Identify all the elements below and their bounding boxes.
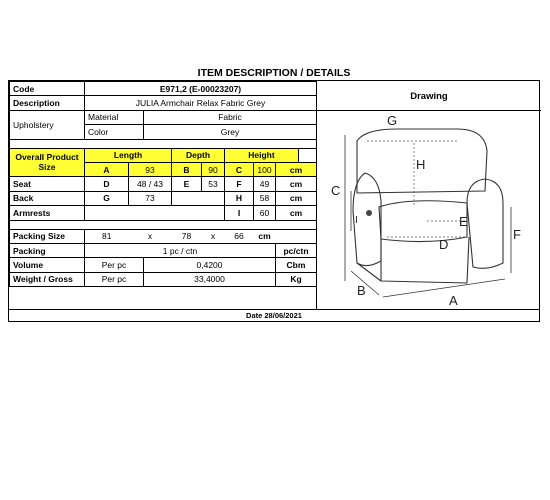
description-value: JULIA Armchair Relax Fabric Grey — [85, 96, 317, 110]
document-date: Date 28/06/2021 — [9, 309, 539, 322]
length-header: Length — [85, 148, 172, 162]
dim-e-letter: E — [172, 177, 202, 191]
size-header-row — [10, 148, 322, 162]
back-row — [10, 191, 322, 205]
armrests-row — [10, 206, 322, 220]
seat-cushion-outline — [379, 201, 467, 242]
dim-h-letter: H — [225, 191, 254, 205]
armrests-label: Armrests — [10, 206, 85, 220]
dim-i-letter: I — [225, 206, 254, 220]
dim-c-value: 100 — [254, 162, 276, 176]
dim-i-unit: cm — [276, 206, 317, 220]
packing-x1: x — [129, 229, 172, 243]
dim-i-label: I — [355, 215, 358, 226]
weight-value: 33,4000 — [144, 272, 276, 286]
dim-h-value: 58 — [254, 191, 276, 205]
dim-i-value: 60 — [254, 206, 276, 220]
dim-h-unit: cm — [276, 191, 317, 205]
dim-c-label: C — [331, 183, 341, 198]
document-title: ITEM DESCRIPTION / DETAILS — [197, 67, 351, 79]
color-value: Grey — [144, 125, 317, 139]
spacer-row — [10, 139, 322, 148]
dim-c-unit: cm — [276, 162, 317, 176]
volume-value: 0,4200 — [144, 258, 276, 272]
weight-row — [10, 272, 322, 286]
weight-label: Weight / Gross — [10, 272, 85, 286]
packing-length: 81 — [85, 229, 129, 243]
dim-g-letter: G — [85, 191, 129, 205]
weight-per: Per pc — [85, 272, 144, 286]
dim-b-letter: B — [172, 162, 202, 176]
description-label: Description — [10, 96, 85, 110]
volume-unit: Cbm — [276, 258, 317, 272]
packing-row — [10, 243, 322, 257]
spacer-row-2 — [10, 220, 322, 229]
drawing-heading: Drawing — [317, 81, 541, 111]
dim-h-label: H — [416, 157, 426, 172]
code-row — [10, 82, 322, 96]
depth-header: Depth — [172, 148, 225, 162]
dim-a-value: 93 — [129, 162, 172, 176]
base-front-outline — [381, 237, 469, 283]
material-value: Fabric — [144, 110, 317, 124]
dim-e-label: E — [459, 214, 468, 229]
upholstery-label: Upholstery — [10, 110, 85, 139]
dim-f-value: 49 — [254, 177, 276, 191]
weight-unit: Kg — [276, 272, 317, 286]
packing-size-label: Packing Size — [10, 229, 85, 243]
armchair-drawing — [317, 111, 541, 309]
packing-value: 1 pc / ctn — [85, 243, 276, 257]
packing-size-unit: cm — [254, 229, 276, 243]
material-label: Material — [85, 110, 144, 124]
description-row — [10, 96, 322, 110]
packing-size-row — [10, 229, 322, 243]
dim-e-value: 53 — [202, 177, 225, 191]
dim-d-letter: D — [85, 177, 129, 191]
dim-g-value: 73 — [129, 191, 172, 205]
volume-label: Volume — [10, 258, 85, 272]
volume-per: Per pc — [85, 258, 144, 272]
dim-a-label: A — [449, 293, 458, 308]
seat-row — [10, 177, 322, 191]
dim-d-label: D — [439, 237, 449, 252]
code-value: E971,2 (E-00023207) — [85, 82, 317, 96]
height-header: Height — [225, 148, 299, 162]
spec-table — [9, 81, 322, 287]
drawing-panel — [316, 81, 541, 309]
dim-b-label: B — [357, 283, 366, 298]
back-label: Back — [10, 191, 85, 205]
right-arm-outline — [467, 179, 503, 268]
dim-f-letter: F — [225, 177, 254, 191]
color-label: Color — [85, 125, 144, 139]
dim-c-letter: C — [225, 162, 254, 176]
dim-f-unit: cm — [276, 177, 317, 191]
dim-d-value: 48 / 43 — [129, 177, 172, 191]
material-row — [10, 110, 322, 124]
dim-a-letter: A — [85, 162, 129, 176]
packing-width: 78 — [172, 229, 202, 243]
packing-label: Packing — [10, 243, 85, 257]
packing-unit: pc/ctn — [276, 243, 317, 257]
packing-height: 66 — [225, 229, 254, 243]
recliner-lever-icon — [366, 210, 372, 216]
seat-label: Seat — [10, 177, 85, 191]
dim-b-value: 90 — [202, 162, 225, 176]
dim-f-label: F — [513, 227, 521, 242]
volume-row — [10, 258, 322, 272]
overall-size-label: Overall Product Size — [10, 148, 85, 177]
dim-g-label: G — [387, 113, 398, 128]
code-label: Code — [10, 82, 85, 96]
packing-x2: x — [202, 229, 225, 243]
spec-sheet — [8, 80, 540, 322]
